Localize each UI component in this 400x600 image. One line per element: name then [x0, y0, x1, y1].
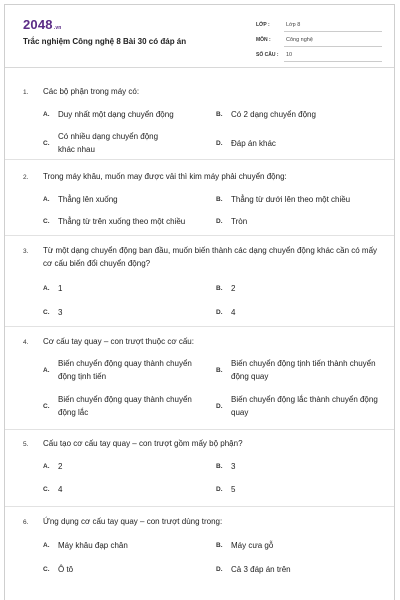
- question-2: [5, 160, 394, 236]
- meta-row-count: [256, 50, 382, 65]
- option-text: Máy cưa gỗ: [231, 541, 274, 550]
- question-3: [5, 236, 394, 327]
- logo-domain: .vn: [53, 25, 62, 31]
- meta-value: Công nghệ: [286, 37, 313, 43]
- option-text: Thẳng lên xuống: [58, 195, 118, 204]
- site-logo[interactable]: [23, 17, 62, 32]
- option-letter: C.: [43, 566, 50, 573]
- question-6: [5, 507, 394, 591]
- option-text: Biến chuyển động quay thành chuyển động tịnh tiến: [58, 359, 192, 381]
- option-letter: A.: [43, 111, 50, 118]
- option-text: Có nhiều dạng chuyển động khác nhau: [58, 132, 159, 154]
- question-text: Trong máy khâu, muốn may được vải thì kim máy phải chuyển động:: [43, 172, 287, 181]
- option-letter: D.: [216, 566, 223, 573]
- option-text: 4: [231, 308, 236, 317]
- question-number: 2.: [23, 174, 29, 181]
- option-letter: B.: [216, 367, 223, 374]
- option-text: Tròn: [231, 217, 248, 226]
- option-text: Máy khâu đạp chân: [58, 541, 128, 550]
- option-text: 4: [58, 485, 63, 494]
- page-title: Trắc nghiệm Công nghệ 8 Bài 30 có đáp án: [23, 37, 187, 46]
- option-letter: C.: [43, 403, 50, 410]
- question-4: [5, 327, 394, 430]
- meta-label: LỚP :: [256, 22, 270, 28]
- option-text: 3: [231, 462, 236, 471]
- page-header: [5, 5, 394, 67]
- quiz-meta: [256, 20, 382, 65]
- meta-underline: [284, 46, 382, 47]
- option-letter: A.: [43, 367, 50, 374]
- meta-label: MÔN :: [256, 37, 271, 43]
- question-number: 3.: [23, 248, 29, 255]
- meta-value: Lớp 8: [286, 22, 301, 28]
- question-text: Cơ cấu tay quay – con trượt thuộc cơ cấu:: [43, 337, 194, 346]
- option-text: Biến chuyển động quay thành chuyển động lắc: [58, 395, 192, 417]
- option-text: Thẳng từ dưới lên theo một chiều: [231, 195, 351, 204]
- option-letter: D.: [216, 403, 223, 410]
- option-text: Có 2 dạng chuyển động: [231, 110, 316, 119]
- option-letter: C.: [43, 140, 50, 147]
- option-letter: B.: [216, 196, 223, 203]
- option-text: Ô tô: [58, 565, 74, 574]
- question-text: Ứng dụng cơ cấu tay quay – con trượt dùng trong:: [43, 517, 223, 526]
- option-text: Biến chuyển động tịnh tiến thành chuyển động quay: [231, 359, 376, 381]
- option-letter: C.: [43, 218, 50, 225]
- option-letter: B.: [216, 285, 223, 292]
- meta-label: SỐ CÂU :: [256, 52, 279, 58]
- quiz-sheet: [4, 4, 395, 600]
- option-letter: B.: [216, 542, 223, 549]
- option-text: Cả 3 đáp án trên: [231, 565, 291, 574]
- option-text: 3: [58, 308, 63, 317]
- meta-underline: [284, 31, 382, 32]
- meta-row-subject: [256, 35, 382, 50]
- option-letter: C.: [43, 309, 50, 316]
- option-letter: D.: [216, 140, 223, 147]
- question-text: Cấu tạo cơ cấu tay quay – con trượt gồm mấy bộ phận?: [43, 439, 243, 448]
- question-1: [5, 68, 394, 160]
- question-number: 4.: [23, 339, 29, 346]
- meta-row-grade: [256, 20, 382, 35]
- question-number: 5.: [23, 441, 29, 448]
- option-text: 5: [231, 485, 236, 494]
- option-letter: D.: [216, 309, 223, 316]
- meta-underline: [284, 61, 382, 62]
- question-text: Các bộ phận trong máy có:: [43, 87, 140, 96]
- option-letter: B.: [216, 111, 223, 118]
- option-text: 2: [231, 284, 236, 293]
- question-number: 6.: [23, 519, 29, 526]
- option-letter: D.: [216, 486, 223, 493]
- option-text: Thẳng từ trên xuống theo một chiều: [58, 217, 186, 226]
- option-text: Duy nhất một dạng chuyển động: [58, 110, 174, 119]
- option-text: Đáp án khác: [231, 139, 276, 148]
- question-text: Từ một dạng chuyển động ban đầu, muốn biến thành các dạng chuyển động khác cần có mấy cơ cấu biến đổi chuyển động?: [43, 246, 378, 268]
- option-text: Biến chuyển động lắc thành chuyển động quay: [231, 395, 378, 417]
- meta-value: 10: [286, 52, 293, 58]
- option-letter: A.: [43, 196, 50, 203]
- option-letter: A.: [43, 285, 50, 292]
- option-letter: C.: [43, 486, 50, 493]
- option-letter: D.: [216, 218, 223, 225]
- question-5: [5, 430, 394, 507]
- question-list: [5, 68, 394, 591]
- question-number: 1.: [23, 89, 29, 96]
- logo-text: 2048: [23, 17, 53, 32]
- option-letter: A.: [43, 542, 50, 549]
- option-letter: A.: [43, 463, 50, 470]
- option-text: 2: [58, 462, 63, 471]
- option-text: 1: [58, 284, 63, 293]
- option-letter: B.: [216, 463, 223, 470]
